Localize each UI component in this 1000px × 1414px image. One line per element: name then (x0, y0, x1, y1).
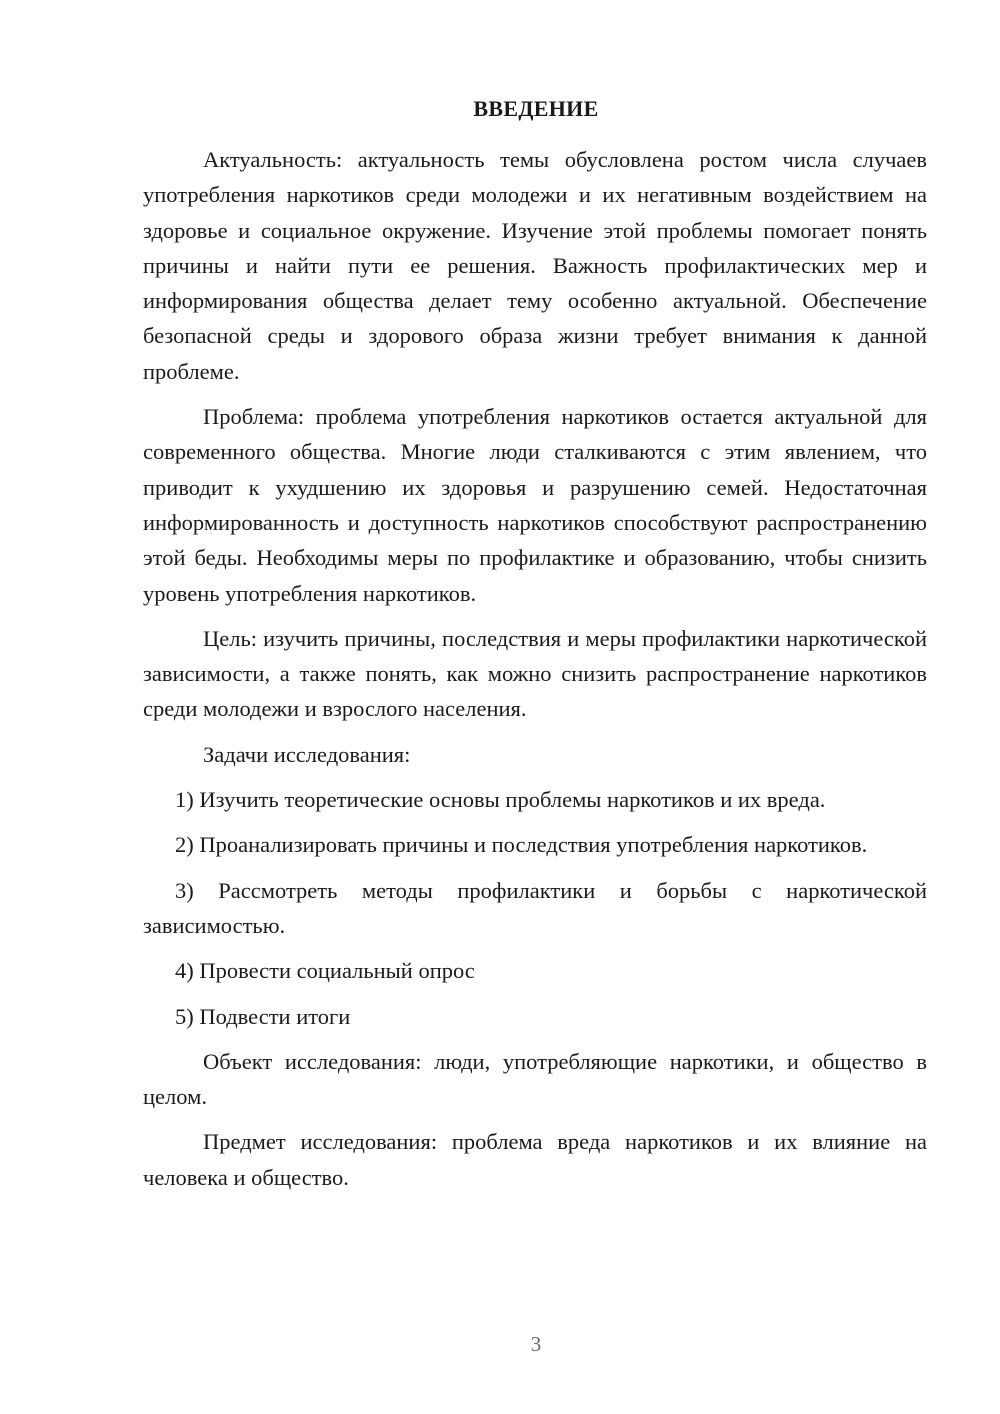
task-item: 5) Подвести итоги (175, 1003, 351, 1029)
object-paragraph: Объект исследования: люди, употребляющие наркотики, и общество в целом. (143, 1048, 927, 1110)
task-item: 1) Изучить теоретические основы проблемы наркотиков и их вреда. (175, 787, 826, 813)
task-item: 3) Рассмотреть методы профилактики и борьбы с наркотической зависимостью. (143, 877, 927, 938)
subject-paragraph: Предмет исследования: проблема вреда наркотиков и их влияние на человека и общество. (143, 1129, 927, 1190)
relevance-paragraph: Актуальность: актуальность темы обусловлена ростом числа случаев употребления наркотиков среди молодежи и их негативным воздействием на здоровье и социальное окружение. Изучение этой проблемы помогает понять причины и найти пути ее решения. Важность профилактических мер и информирования общества делает тему особенно актуальной. Обеспечение безопасной среды и здорового образа жизни требует внимания к данной проблеме. (143, 147, 927, 384)
problem-paragraph: Проблема: проблема употребления наркотиков остается актуальной для современного общества. Многие люди сталкиваются с этим явлением, что приводит к ухудшению их здоровья и разрушению семей. Недостаточная информированность и доступность наркотиков способствуют распространению этой беды. Необходимы меры по профилактике и образованию, чтобы снизить уровень употребления наркотиков. (143, 404, 927, 606)
task-item: 2) Проанализировать причины и последствия употребления наркотиков. (175, 832, 868, 858)
tasks-heading: Задачи исследования: (203, 741, 411, 767)
section-title: ВВЕДЕНИЕ (473, 96, 599, 121)
task-item: 4) Провести социальный опрос (175, 958, 475, 984)
page-number: 3 (530, 1332, 542, 1356)
document-body (143, 142, 927, 1205)
goal-paragraph: Цель: изучить причины, последствия и меры профилактики наркотической зависимости, а также понять, как можно снизить распространение наркотиков среди молодежи и взрослого населения. (143, 625, 927, 722)
